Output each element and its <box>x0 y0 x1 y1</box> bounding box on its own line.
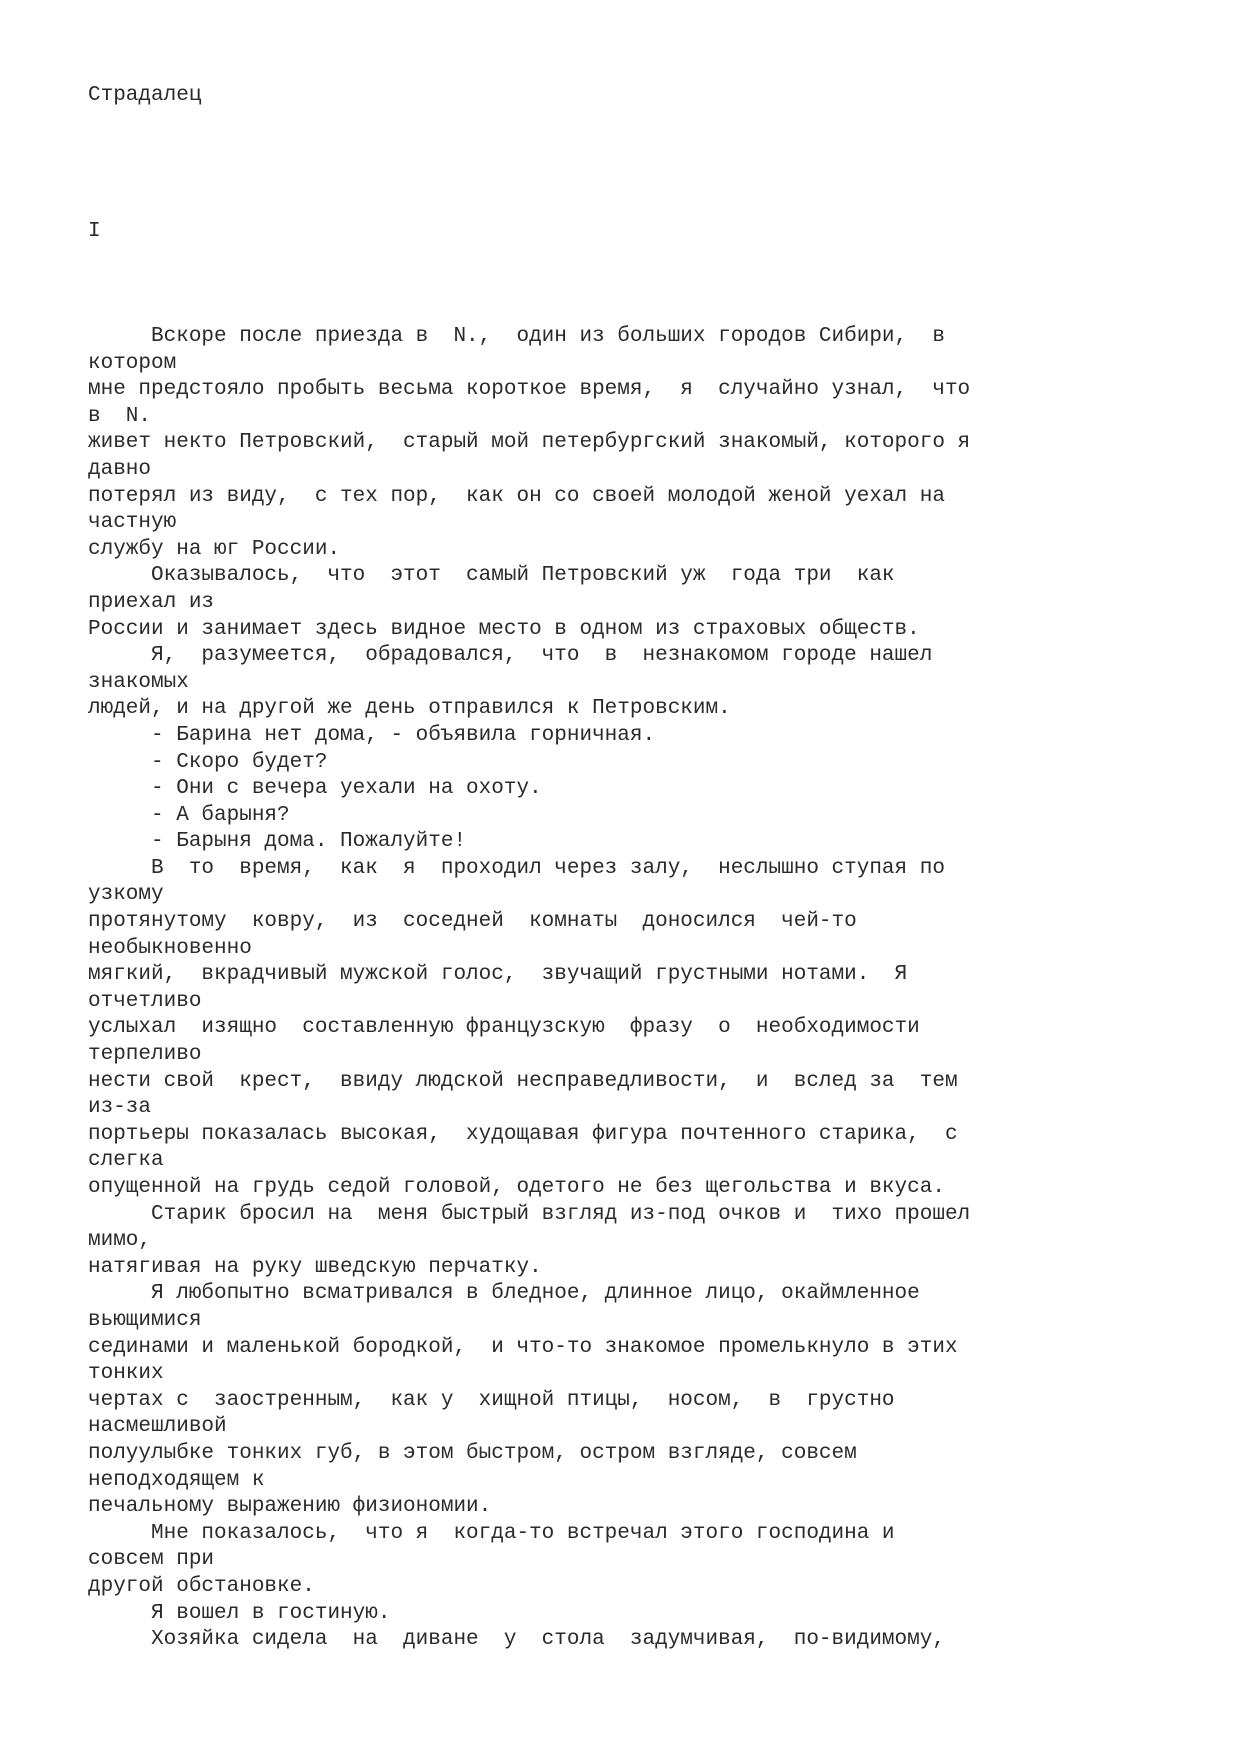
text-line: - Барина нет дома, - объявила горничная. <box>88 723 656 747</box>
text-line: знакомых <box>88 670 189 694</box>
text-line: натягивая на руку шведскую перчатку. <box>88 1255 542 1279</box>
text-line: другой обстановке. <box>88 1574 315 1598</box>
text-line: вьющимися <box>88 1308 202 1332</box>
text-line: отчетливо <box>88 989 202 1013</box>
text-line: службу на юг России. <box>88 537 341 561</box>
text-line: приехал из <box>88 590 215 614</box>
text-line: неподходящем к <box>88 1468 265 1492</box>
text-line: Старик бросил на меня быстрый взгляд из-под очков и тихо прошел <box>88 1202 971 1226</box>
text-line: узкому <box>88 883 164 907</box>
text-line: полуулыбке тонких губ, в этом быстром, остром взгляде, совсем <box>88 1441 857 1465</box>
text-line: Я любопытно всматривался в бледное, длинное лицо, окаймленное <box>88 1282 920 1306</box>
text-line: Я вошел в гостиную. <box>88 1601 391 1625</box>
text-line: мне предстояло пробыть весьма короткое время, я случайно узнал, что <box>88 378 971 402</box>
text-line: Я, разумеется, обрадовался, что в незнакомом городе нашел <box>88 644 933 668</box>
text-line: сединами и маленькой бородкой, и что-то знакомое промелькнуло в этих <box>88 1335 958 1359</box>
text-line: слегка <box>88 1149 164 1173</box>
text-line: совсем при <box>88 1548 215 1572</box>
text-line: Мне показалось, что я когда-то встречал этого господина и <box>88 1521 895 1545</box>
text-line: России и занимает здесь видное место в одном из страховых обществ. <box>88 617 920 641</box>
text-line: терпеливо <box>88 1043 202 1067</box>
text-line: В то время, как я проходил через залу, неслышно ступая по <box>88 856 945 880</box>
text-line: из-за <box>88 1096 152 1120</box>
text-line: насмешливой <box>88 1415 227 1439</box>
text-line: давно <box>88 457 152 481</box>
text-line: услыхал изящно составленную французскую фразу о необходимости <box>88 1016 920 1040</box>
story-title: Страдалец <box>88 84 202 107</box>
text-line: печальному выражению физиономии. <box>88 1495 492 1519</box>
text-line: нести свой крест, ввиду людской несправедливости, и вслед за тем <box>88 1069 958 1093</box>
text-line: чертах с заостренным, как у хищной птицы, носом, в грустно <box>88 1388 895 1412</box>
text-line: в N. <box>88 404 152 428</box>
story-body <box>88 324 1238 1654</box>
text-line: Вскоре после приезда в N., один из больших городов Сибири, в <box>88 325 945 348</box>
text-line: - Барыня дома. Пожалуйте! <box>88 830 467 854</box>
text-line: потерял из виду, с тех пор, как он со своей молодой женой уехал на <box>88 484 945 508</box>
text-line: людей, и на другой же день отправился к Петровским. <box>88 697 731 721</box>
text-line: - А барыня? <box>88 803 290 827</box>
text-line: Оказывалось, что этот самый Петровский уж года три как <box>88 564 895 588</box>
text-line: Хозяйка сидела на диване у стола задумчивая, по-видимому, <box>88 1628 945 1652</box>
text-line: протянутому ковру, из соседней комнаты доносился чей-то <box>88 910 857 934</box>
text-line: необыкновенно <box>88 936 252 960</box>
text-line: - Скоро будет? <box>88 750 328 774</box>
text-line: портьеры показалась высокая, худощавая фигура почтенного старика, с <box>88 1122 958 1146</box>
text-line: мягкий, вкрадчивый мужской голос, звучащий грустными нотами. Я <box>88 963 908 987</box>
text-line: - Они с вечера уехали на охоту. <box>88 777 542 801</box>
chapter-number: I <box>88 220 101 243</box>
text-line: тонких <box>88 1362 164 1386</box>
text-line: опущенной на грудь седой головой, одетого не без щегольства и вкуса. <box>88 1176 945 1199</box>
text-line: живет некто Петровский, старый мой петербургский знакомый, которого я <box>88 431 971 455</box>
text-line: котором <box>88 351 177 375</box>
text-line: частную <box>88 511 177 535</box>
text-line: мимо, <box>88 1229 152 1253</box>
